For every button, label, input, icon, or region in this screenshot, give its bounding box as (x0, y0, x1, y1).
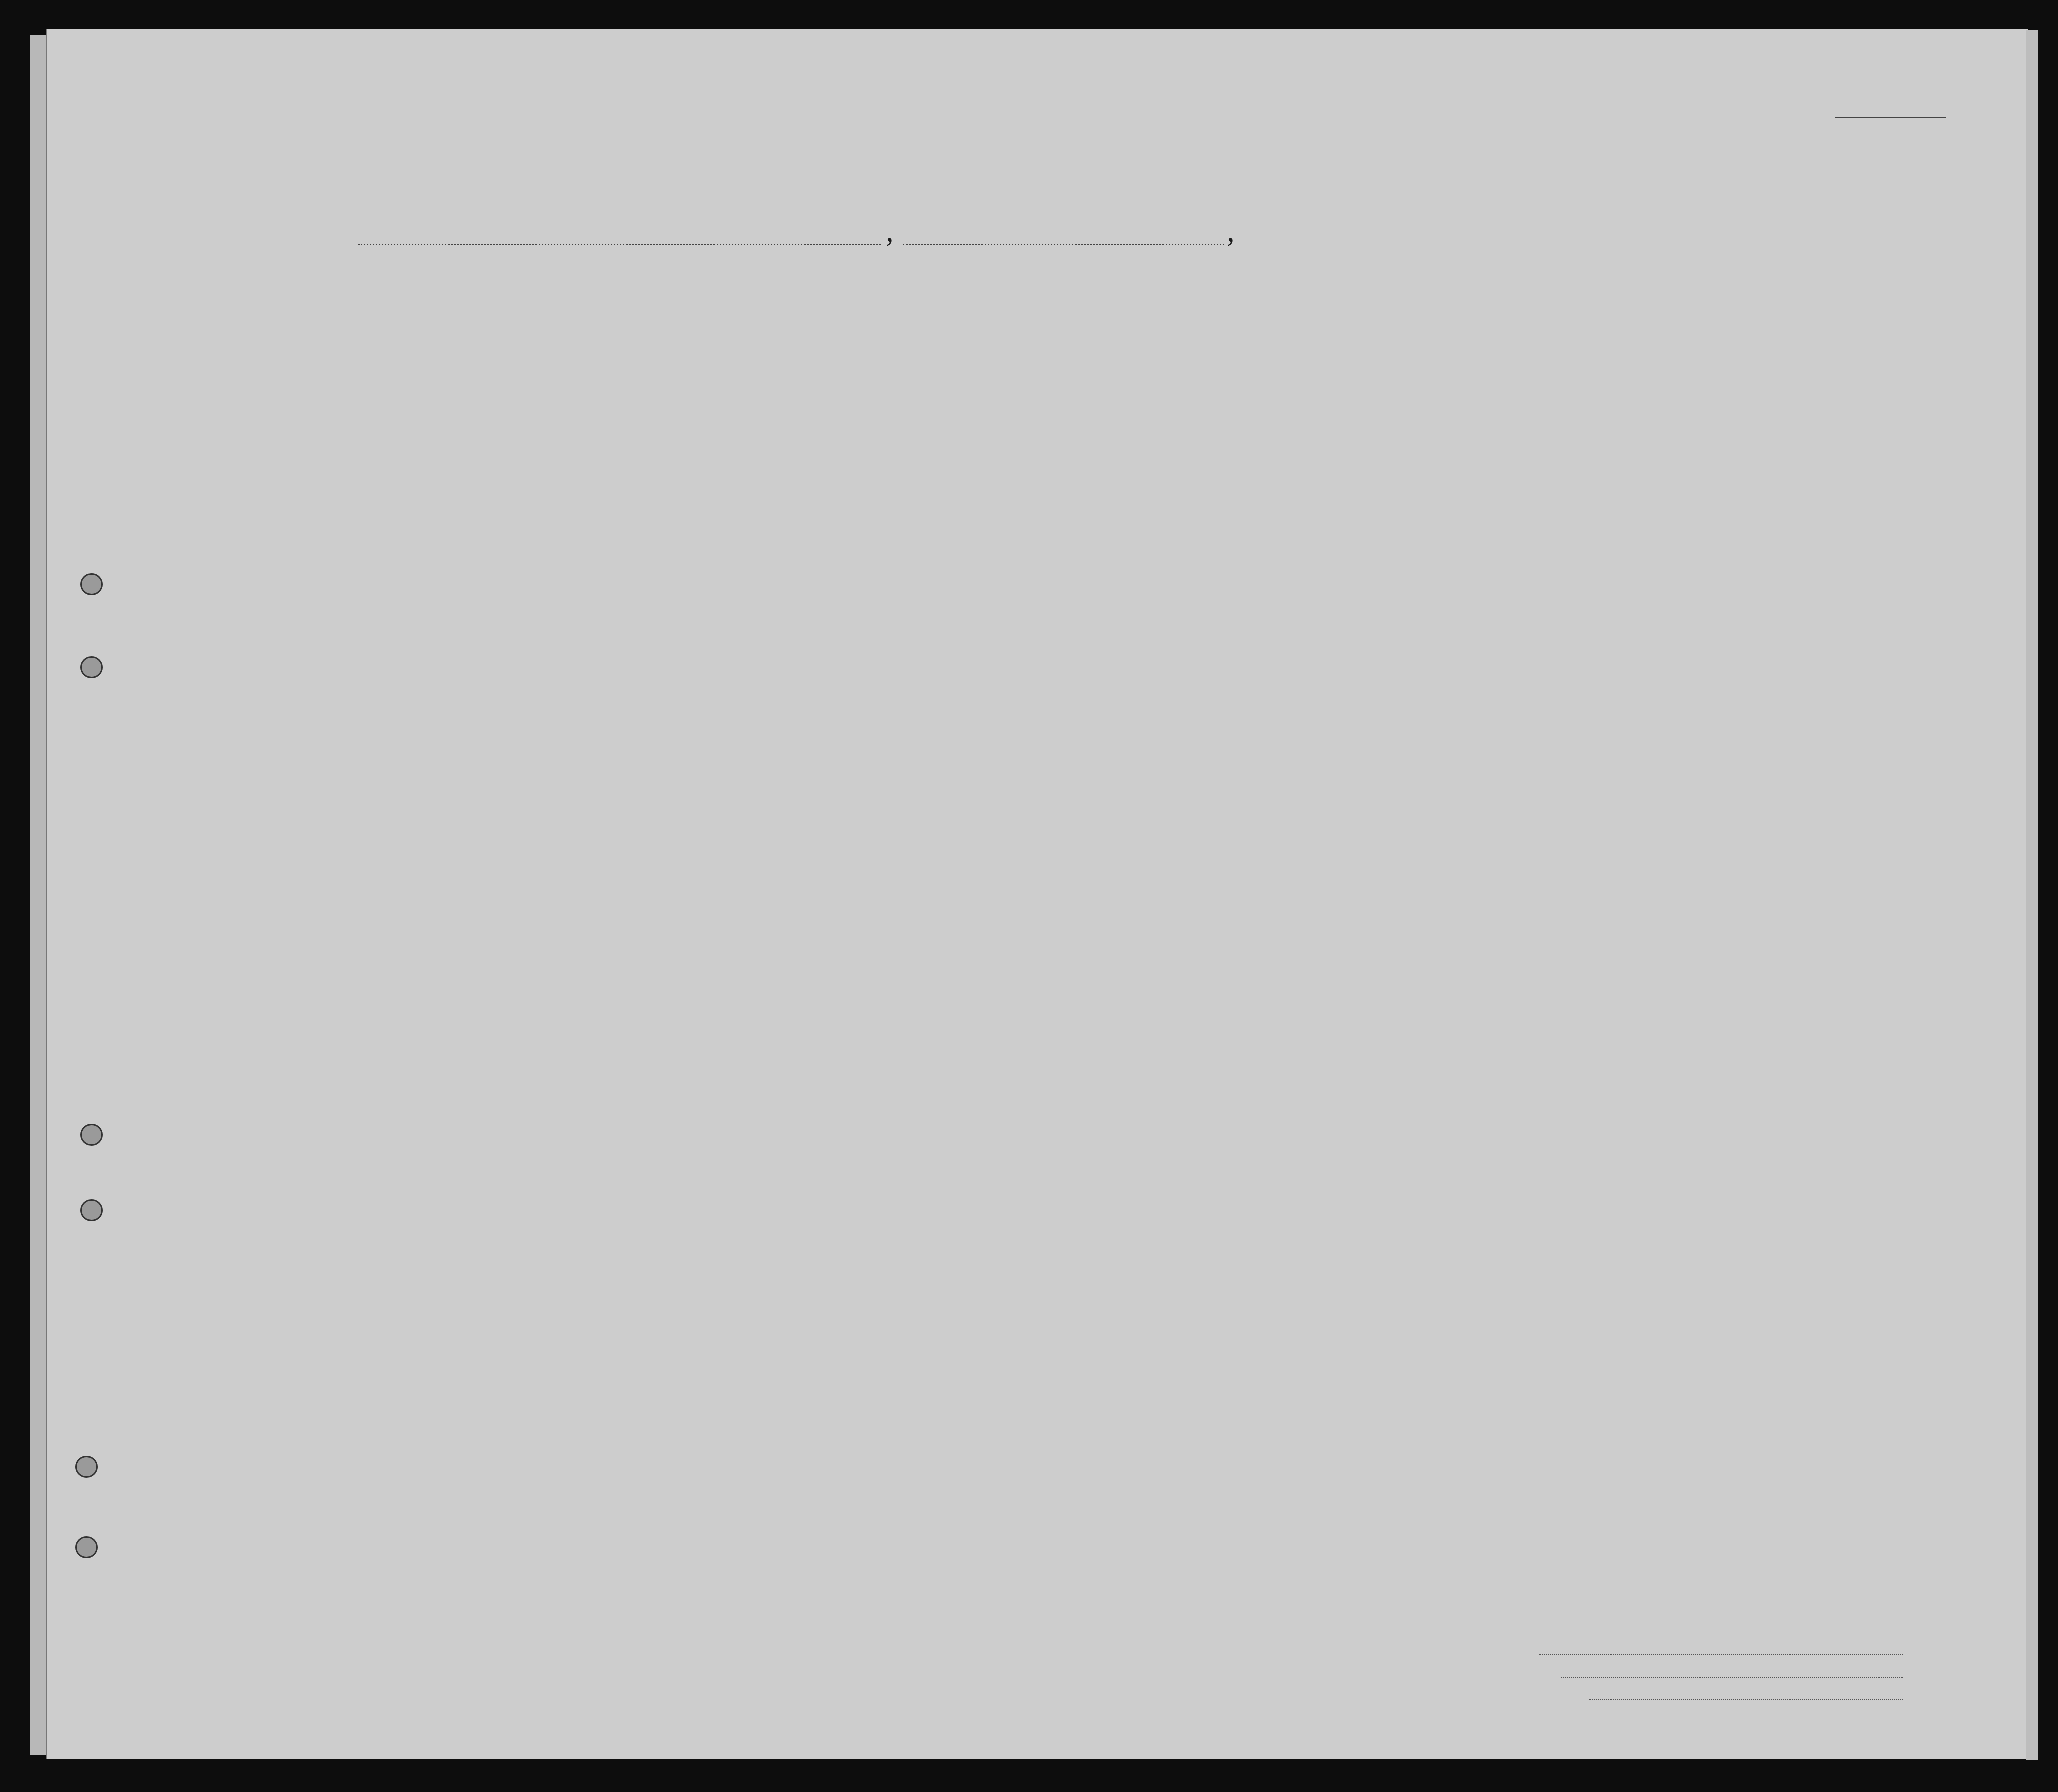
header-excluded (1509, 304, 1527, 427)
header-offer-labor (1472, 304, 1510, 427)
agents-field (1589, 1699, 1903, 1700)
header-purpose-return (1201, 332, 1230, 427)
header-anarchist (1394, 304, 1409, 427)
comma-2: , (1227, 214, 1235, 248)
header-overthrow (1414, 304, 1467, 427)
header-possession-50 (732, 304, 760, 425)
header-polygamist (1365, 304, 1380, 427)
header-purpose-length (1247, 332, 1276, 427)
header-feet (1679, 392, 1691, 432)
line-field (1539, 1654, 1903, 1655)
binding-hole-1 (80, 573, 103, 595)
header-purpose-citizen (1283, 332, 1311, 427)
owners-field (1561, 1677, 1903, 1678)
binding-hole-2 (80, 656, 103, 678)
header-inches (1706, 392, 1718, 432)
header-prison (1316, 304, 1352, 427)
header-ticket (598, 304, 627, 425)
binding-hole-3 (80, 1124, 103, 1146)
comma-1: , (886, 214, 894, 248)
header-arrested (1531, 304, 1549, 427)
binding-hole-5 (75, 1456, 98, 1478)
binding-hole-6 (75, 1536, 98, 1558)
binding-hole-4 (80, 1199, 103, 1221)
